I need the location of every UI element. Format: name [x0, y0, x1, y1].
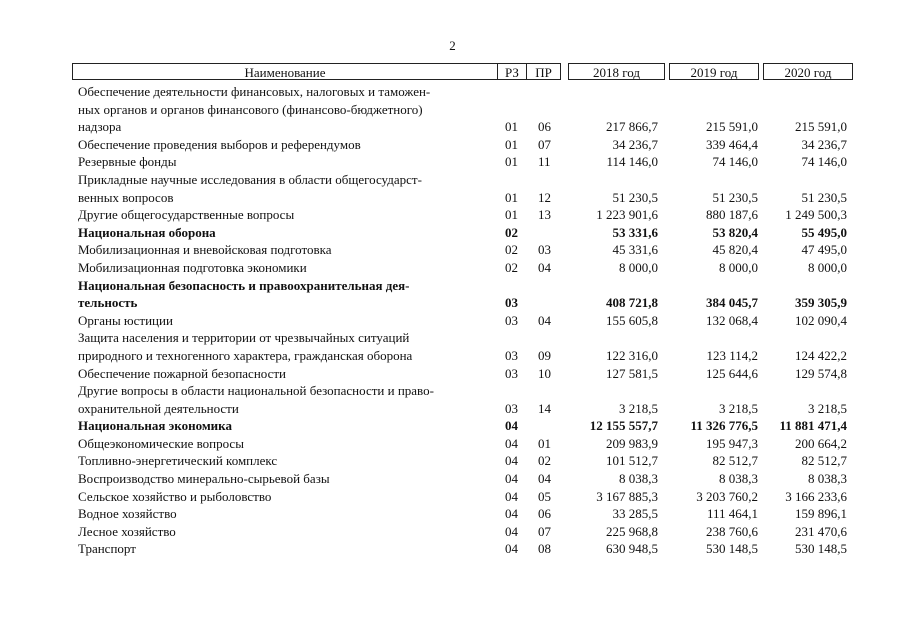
row-2019-value: 11 326 776,5: [690, 418, 758, 434]
row-2018-value: 3 167 885,3: [596, 488, 658, 504]
row-name: Сельское хозяйство и рыболовство: [78, 488, 272, 504]
row-2020-value: 231 470,6: [795, 523, 847, 539]
row-2019-value: 238 760,6: [706, 523, 758, 539]
row-2020-value: 129 574,8: [795, 365, 847, 381]
row-rz: 04: [505, 453, 518, 469]
row-name: Национальная экономика: [78, 418, 232, 434]
row-2020-value: 51 230,5: [801, 189, 847, 205]
row-name: Транспорт: [78, 541, 136, 557]
row-name: Национальная оборона: [78, 224, 216, 240]
row-2018-value: 33 285,5: [612, 506, 658, 522]
row-pr: 03: [538, 242, 551, 258]
row-2020-value: 1 249 500,3: [785, 207, 847, 223]
row-2020-value: 359 305,9: [795, 295, 847, 311]
table-row: [0, 365, 905, 383]
table-row: [0, 470, 905, 488]
row-2020-value: 8 038,3: [808, 471, 847, 487]
row-name: Мобилизационная подготовка экономики: [78, 259, 307, 275]
row-2019-value: 530 148,5: [706, 541, 758, 557]
row-pr: 08: [538, 541, 551, 557]
row-2019-value: 125 644,6: [706, 365, 758, 381]
table-row: [0, 136, 905, 154]
row-2019-value: 82 512,7: [712, 453, 758, 469]
row-rz: 04: [505, 418, 518, 434]
row-rz: 04: [505, 488, 518, 504]
row-2019-value: 8 038,3: [719, 471, 758, 487]
row-pr: 07: [538, 136, 551, 152]
header-name: Наименование: [72, 63, 498, 80]
row-2018-value: 12 155 557,7: [589, 418, 658, 434]
row-rz: 01: [505, 136, 518, 152]
header-pr: ПР: [526, 63, 561, 80]
row-2020-value: 102 090,4: [795, 312, 847, 328]
row-2019-value: 132 068,4: [706, 312, 758, 328]
header-2019: 2019 год: [669, 63, 759, 80]
row-pr: 04: [538, 312, 551, 328]
row-pr: 04: [538, 471, 551, 487]
row-name: Другие общегосударственные вопросы: [78, 207, 295, 223]
row-2018-value: 3 218,5: [619, 400, 658, 416]
row-rz: 04: [505, 523, 518, 539]
row-name: Прикладные научные исследования в области общегосударст- венных вопросов: [78, 171, 422, 205]
row-rz: 03: [505, 400, 518, 416]
row-2020-value: 11 881 471,4: [779, 418, 847, 434]
row-2020-value: 159 896,1: [795, 506, 847, 522]
row-name: Топливно-энергетический комплекс: [78, 453, 278, 469]
row-rz: 03: [505, 312, 518, 328]
row-2019-value: 195 947,3: [706, 435, 758, 451]
row-name: Национальная безопасность и правоохранительная дея- тельность: [78, 277, 410, 311]
row-2019-value: 111 464,1: [706, 506, 758, 522]
row-2018-value: 408 721,8: [606, 295, 658, 311]
row-2019-value: 215 591,0: [706, 119, 758, 135]
row-2020-value: 74 146,0: [801, 154, 847, 170]
row-2019-value: 51 230,5: [712, 189, 758, 205]
row-2018-value: 155 605,8: [606, 312, 658, 328]
table-row: [0, 277, 905, 312]
row-name: Лесное хозяйство: [78, 523, 176, 539]
row-pr: 05: [538, 488, 551, 504]
row-pr: 14: [538, 400, 551, 416]
row-name: Общеэкономические вопросы: [78, 435, 244, 451]
row-2019-value: 45 820,4: [712, 242, 758, 258]
row-2018-value: 53 331,6: [612, 224, 658, 240]
row-rz: 03: [505, 347, 518, 363]
row-pr: 06: [538, 119, 551, 135]
table-row: [0, 329, 905, 364]
table-row: [0, 241, 905, 259]
row-2019-value: 880 187,6: [706, 207, 758, 223]
table-row: [0, 171, 905, 206]
row-2018-value: 225 968,8: [606, 523, 658, 539]
row-rz: 04: [505, 435, 518, 451]
row-2018-value: 217 866,7: [606, 119, 658, 135]
table-row: [0, 224, 905, 242]
table-row: [0, 83, 905, 136]
row-2020-value: 82 512,7: [801, 453, 847, 469]
row-2019-value: 3 203 760,2: [696, 488, 758, 504]
table-row: [0, 206, 905, 224]
row-rz: 04: [505, 541, 518, 557]
row-2018-value: 209 983,9: [606, 435, 658, 451]
row-rz: 01: [505, 207, 518, 223]
row-name: Водное хозяйство: [78, 506, 177, 522]
row-2018-value: 34 236,7: [612, 136, 658, 152]
row-name: Резервные фонды: [78, 154, 177, 170]
header-2018: 2018 год: [568, 63, 665, 80]
row-rz: 02: [505, 242, 518, 258]
row-name: Обеспечение пожарной безопасности: [78, 365, 287, 381]
row-pr: 10: [538, 365, 551, 381]
row-rz: 01: [505, 154, 518, 170]
row-2018-value: 630 948,5: [606, 541, 658, 557]
row-2020-value: 8 000,0: [808, 259, 847, 275]
row-2019-value: 384 045,7: [706, 295, 758, 311]
row-pr: 12: [538, 189, 551, 205]
table-header: [72, 63, 853, 82]
table-row: [0, 382, 905, 417]
row-pr: 13: [538, 207, 551, 223]
table-row: [0, 312, 905, 330]
row-name: Обеспечение проведения выборов и референдумов: [78, 136, 361, 152]
table-row: [0, 417, 905, 435]
table-row: [0, 523, 905, 541]
row-rz: 04: [505, 471, 518, 487]
row-rz: 03: [505, 365, 518, 381]
row-2019-value: 8 000,0: [719, 259, 758, 275]
row-2018-value: 8 000,0: [619, 259, 658, 275]
row-2020-value: 34 236,7: [801, 136, 847, 152]
row-pr: 06: [538, 506, 551, 522]
row-2020-value: 3 218,5: [808, 400, 847, 416]
row-rz: 01: [505, 119, 518, 135]
table-row: [0, 153, 905, 171]
row-pr: 09: [538, 347, 551, 363]
row-pr: 01: [538, 435, 551, 451]
row-pr: 04: [538, 259, 551, 275]
row-name: Другие вопросы в области национальной безопасности и право- охранительной деятельности: [78, 383, 434, 416]
row-rz: 03: [505, 295, 518, 311]
row-rz: 04: [505, 506, 518, 522]
row-2018-value: 122 316,0: [606, 347, 658, 363]
row-name: Мобилизационная и вневойсковая подготовка: [78, 242, 332, 258]
header-rz: РЗ: [497, 63, 527, 80]
row-2019-value: 123 114,2: [706, 347, 758, 363]
row-name: Воспроизводство минерально-сырьевой базы: [78, 471, 330, 487]
table-row: [0, 259, 905, 277]
row-name: Защита населения и территории от чрезвычайных ситуаций природного и техногенного характера, гражданская оборона: [78, 330, 413, 363]
row-2019-value: 3 218,5: [719, 400, 758, 416]
row-2020-value: 200 664,2: [795, 435, 847, 451]
row-2019-value: 339 464,4: [706, 136, 758, 152]
table-row: [0, 452, 905, 470]
row-name: Обеспечение деятельности финансовых, налоговых и таможен- ных органов и органов финансового (финансово-бюджетного) надзора: [78, 84, 431, 135]
row-2018-value: 127 581,5: [606, 365, 658, 381]
row-2018-value: 45 331,6: [612, 242, 658, 258]
row-2020-value: 215 591,0: [795, 119, 847, 135]
row-2020-value: 530 148,5: [795, 541, 847, 557]
row-2020-value: 47 495,0: [801, 242, 847, 258]
table-row: [0, 435, 905, 453]
row-pr: 02: [538, 453, 551, 469]
table-row: [0, 488, 905, 506]
row-2020-value: 3 166 233,6: [785, 488, 847, 504]
row-name: Органы юстиции: [78, 312, 173, 328]
header-2020: 2020 год: [763, 63, 853, 80]
row-rz: 02: [505, 259, 518, 275]
table-row: [0, 540, 905, 558]
row-2019-value: 74 146,0: [712, 154, 758, 170]
row-rz: 01: [505, 189, 518, 205]
row-2018-value: 51 230,5: [612, 189, 658, 205]
row-pr: 07: [538, 523, 551, 539]
row-2018-value: 1 223 901,6: [596, 207, 658, 223]
table-body: [0, 83, 905, 558]
row-2020-value: 55 495,0: [801, 224, 847, 240]
row-2018-value: 8 038,3: [619, 471, 658, 487]
row-2019-value: 53 820,4: [712, 224, 758, 240]
row-pr: 11: [538, 154, 551, 170]
row-2018-value: 114 146,0: [606, 154, 658, 170]
page-number: 2: [449, 38, 456, 53]
table-row: [0, 505, 905, 523]
row-rz: 02: [505, 224, 518, 240]
row-2018-value: 101 512,7: [606, 453, 658, 469]
row-2020-value: 124 422,2: [795, 347, 847, 363]
